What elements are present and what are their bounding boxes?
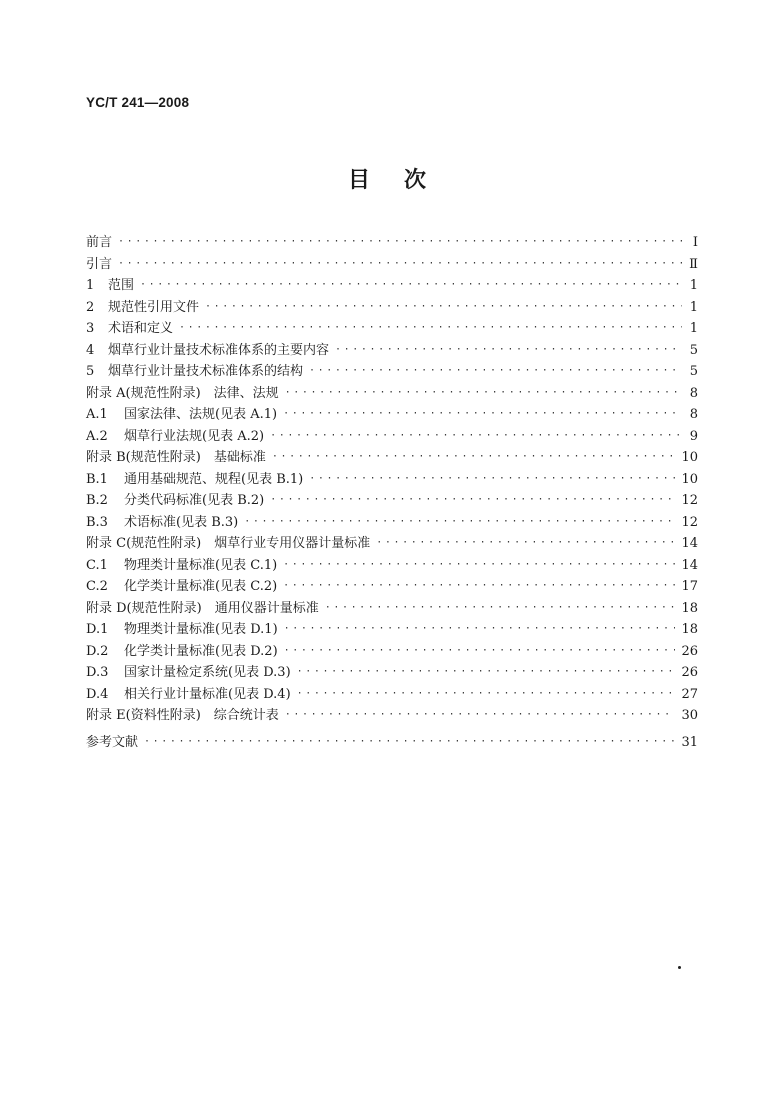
toc-entry-title: 分类代码标准(见表 B.2) — [124, 493, 265, 508]
toc-entry[interactable] — [86, 684, 698, 706]
toc-entry-page: 10 — [681, 471, 698, 487]
toc-entry[interactable] — [86, 447, 698, 469]
toc-entry[interactable] — [86, 361, 698, 383]
toc-entry[interactable] — [86, 297, 698, 319]
toc-leader-dots — [270, 489, 675, 511]
toc-entry[interactable] — [86, 619, 698, 641]
toc-entry-number: A.2 — [86, 428, 108, 444]
toc-leader-dots — [283, 554, 675, 576]
toc-entry[interactable] — [86, 662, 698, 684]
toc-leader-dots — [144, 731, 675, 753]
toc-leader-dots — [272, 446, 676, 468]
toc-leader-dots — [297, 683, 676, 705]
toc-entry-number: 3 — [86, 321, 95, 336]
toc-entry-number: D.1 — [86, 622, 109, 637]
toc-entry-title: 前言 — [86, 235, 113, 250]
toc-entry-page: 18 — [681, 622, 698, 637]
toc-entry-page: 5 — [689, 342, 698, 358]
toc-leader-dots — [244, 511, 675, 533]
toc-entry-title: 规范性引用文件 — [108, 299, 200, 315]
toc-entry-number: C.1 — [86, 557, 108, 573]
toc-entry-title: 附录 E(资料性附录) 综合统计表 — [86, 708, 279, 723]
toc-entry[interactable] — [86, 232, 698, 254]
document-code: YC/T 241—2008 — [86, 95, 190, 110]
table-of-contents — [86, 232, 698, 753]
toc-entry[interactable] — [86, 555, 698, 577]
toc-entry[interactable] — [86, 426, 698, 448]
toc-entry-page: 18 — [681, 600, 698, 616]
toc-entry[interactable] — [86, 254, 698, 276]
toc-leader-dots — [140, 274, 682, 296]
toc-entry[interactable] — [86, 490, 698, 512]
toc-entry-page: 9 — [689, 428, 698, 444]
toc-entry-page: 30 — [681, 708, 698, 723]
toc-entry-number: B.2 — [86, 493, 108, 508]
toc-entry-number: D.4 — [86, 686, 109, 702]
toc-entry[interactable] — [86, 576, 698, 598]
toc-leader-dots — [118, 253, 682, 275]
toc-entry-title: 附录 A(规范性附录) 法律、法规 — [86, 385, 279, 401]
toc-entry-title: 附录 B(规范性附录) 基础标准 — [86, 450, 266, 465]
toc-entry-title: 烟草行业计量技术标准体系的结构 — [108, 364, 304, 379]
toc-entry-title: 附录 C(规范性附录) 烟草行业专用仪器计量标准 — [86, 536, 371, 551]
toc-entry-page: 26 — [681, 643, 698, 659]
toc-entry-page: 12 — [681, 493, 698, 508]
toc-entry[interactable] — [86, 598, 698, 620]
toc-entry-page: 8 — [689, 385, 698, 401]
scan-speck — [678, 966, 681, 969]
toc-entry-title: 范围 — [108, 278, 135, 293]
page-title: 目次 — [347, 168, 460, 193]
toc-leader-dots — [285, 704, 676, 726]
toc-entry-number: 1 — [86, 278, 95, 293]
toc-entry-title: 附录 D(规范性附录) 通用仪器计量标准 — [86, 600, 319, 616]
toc-entry[interactable] — [86, 275, 698, 297]
toc-leader-dots — [335, 339, 682, 361]
toc-entry-number: A.1 — [86, 407, 108, 422]
toc-entry-title: 相关行业计量标准(见表 D.4) — [124, 686, 291, 702]
toc-entry-title: 化学类计量标准(见表 C.2) — [124, 579, 278, 594]
toc-entry-page: 1 — [689, 278, 698, 293]
toc-entry-page: 26 — [681, 665, 698, 680]
toc-leader-dots — [205, 296, 682, 318]
toc-leader-dots — [297, 661, 676, 683]
toc-entry-number: C.2 — [86, 579, 108, 594]
toc-leader-dots — [309, 360, 682, 382]
toc-entry-page: 10 — [681, 450, 698, 465]
toc-entry-number: D.2 — [86, 643, 109, 659]
toc-leader-dots — [285, 382, 682, 404]
toc-entry-title: 引言 — [86, 256, 113, 272]
toc-entry-page: 27 — [681, 686, 698, 702]
toc-entry-page: 5 — [689, 364, 698, 379]
toc-entry-number: 5 — [86, 364, 95, 379]
toc-entry-title: 烟草行业计量技术标准体系的主要内容 — [108, 342, 330, 358]
toc-entry[interactable] — [86, 340, 698, 362]
toc-entry-page: Ⅰ — [692, 235, 698, 250]
toc-leader-dots — [284, 618, 676, 640]
toc-entry-page: 1 — [689, 321, 698, 336]
toc-entry[interactable] — [86, 641, 698, 663]
toc-entry-page: 14 — [681, 557, 698, 573]
toc-entry-number: B.3 — [86, 514, 108, 530]
toc-entry-page: 14 — [681, 536, 698, 551]
toc-leader-dots — [284, 640, 676, 662]
toc-entry[interactable] — [86, 705, 698, 727]
toc-entry-number: B.1 — [86, 471, 108, 487]
toc-leader-dots — [309, 468, 675, 490]
toc-entry-title: 国家法律、法规(见表 A.1) — [124, 407, 278, 422]
toc-entry-title: 术语标准(见表 B.3) — [124, 514, 239, 530]
toc-entry-number: 2 — [86, 299, 95, 315]
toc-leader-dots — [376, 532, 675, 554]
toc-entry-page: 8 — [689, 407, 698, 422]
toc-entry[interactable] — [86, 469, 698, 491]
toc-entry[interactable] — [86, 732, 698, 754]
toc-leader-dots — [179, 317, 682, 339]
toc-entry-title: 国家计量检定系统(见表 D.3) — [124, 665, 291, 680]
toc-leader-dots — [325, 597, 676, 619]
toc-entry-page: 17 — [681, 579, 698, 594]
toc-entry-title: 物理类计量标准(见表 C.1) — [124, 557, 278, 573]
toc-entry-title: 化学类计量标准(见表 D.2) — [124, 643, 278, 659]
toc-entry-title: 参考文献 — [86, 734, 139, 750]
toc-entry-page: 1 — [689, 299, 698, 315]
toc-entry[interactable] — [86, 404, 698, 426]
toc-leader-dots — [270, 425, 682, 447]
toc-leader-dots — [283, 575, 675, 597]
toc-leader-dots — [283, 403, 682, 425]
toc-entry[interactable] — [86, 533, 698, 555]
toc-entry-page: 12 — [681, 514, 698, 530]
toc-entry-title: 通用基础规范、规程(见表 B.1) — [124, 471, 304, 487]
toc-entry[interactable] — [86, 383, 698, 405]
toc-entry-page: 31 — [681, 734, 698, 750]
toc-entry-page: Ⅱ — [689, 256, 698, 272]
toc-leader-dots — [118, 231, 682, 253]
toc-entry[interactable] — [86, 512, 698, 534]
toc-entry-title: 物理类计量标准(见表 D.1) — [124, 622, 278, 637]
toc-entry-title: 术语和定义 — [108, 321, 174, 336]
toc-entry[interactable] — [86, 318, 698, 340]
toc-entry-number: 4 — [86, 342, 95, 358]
toc-entry-title: 烟草行业法规(见表 A.2) — [124, 428, 265, 444]
toc-entry-number: D.3 — [86, 665, 109, 680]
